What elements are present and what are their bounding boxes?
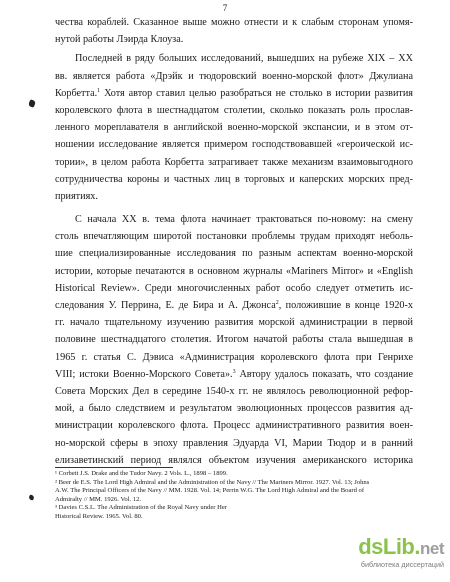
logo-dot: . bbox=[414, 534, 420, 559]
footnote: Admiralty // MM. 1926. Vol. 12. bbox=[55, 495, 142, 503]
text-line: С начала XX в. тема флота начинает трактоваться по-новому: на смену bbox=[75, 214, 413, 226]
page-number: 7 bbox=[222, 3, 228, 13]
text-line: истории, которые печатаются в основном журналы «Mariners Mirror» и «English bbox=[55, 265, 413, 277]
logo-tagline: библиотека диссертаций bbox=[360, 560, 444, 569]
margin-ink-mark bbox=[28, 494, 34, 500]
footnote: A.W. The Principal Officers of the Navy // MM. 1928. Vol. 14; Perrin W.G. The Lord High Admiral and the Board of bbox=[55, 487, 365, 495]
text-line: королевского флота в шестнадцатом столетии, сколько показать роль прослав- bbox=[55, 104, 413, 116]
text-line: елизаветинский период являлся объектом изучения американского историка bbox=[55, 454, 413, 466]
footnote: Historical Review. 1965. Vol. 80. bbox=[55, 512, 143, 520]
text-line: гг. начало тщательному изучению развития морской администрации в первой bbox=[55, 317, 413, 329]
text-line: ношении исследование является примером господствовавшей «героической ис- bbox=[55, 139, 413, 151]
text-segment: VIII; истоки Военно-Морского Совета». bbox=[55, 368, 233, 380]
text-line: Последней в ряду больших исследований, вышедших на рубеже XIX – XX bbox=[75, 53, 413, 65]
text-line: половине шестнадцатого столетия. Итогом начатой работы стала вышедшая в bbox=[55, 334, 413, 346]
text-segment: Автору удалось показать, что создание bbox=[235, 368, 413, 380]
paragraph bbox=[55, 14, 413, 48]
text-line: ленного мореплавателя в английской военно-морской экспансии, и в этом от- bbox=[55, 122, 413, 134]
logo-tld: net bbox=[420, 539, 444, 558]
text-line: приятиях. bbox=[55, 190, 98, 202]
paragraph bbox=[55, 50, 413, 205]
text-line: министрации королевского флота. Процесс административного развития воен- bbox=[55, 420, 413, 432]
text-line: 1965 г. статья С. Дэвиса «Администрация королевского флота при Генрихе bbox=[55, 351, 413, 363]
text-segment: , положившие в конце 1920-х bbox=[278, 300, 413, 311]
text-segment: Хотя автор ставил целью разобраться не столько в истории развития bbox=[100, 87, 413, 99]
text-segment: следования У. Перрина, Е. де Бира и А. Джонса bbox=[55, 300, 276, 311]
dslib-watermark-link[interactable] bbox=[346, 534, 444, 574]
footnote-ref: 3 bbox=[232, 368, 236, 375]
footnote-ref: 2 bbox=[275, 300, 279, 306]
text-segment: Корбетта. bbox=[55, 87, 98, 99]
footnote: ³ Davies C.S.L. The Administration of the Royal Navy under Her bbox=[55, 504, 227, 512]
footnote: ² Beer de E.S. The Lord High Admiral and the Administration of the Navy // The Mariners Mirror. 1927. Vol. 13; Johns bbox=[55, 478, 370, 486]
logo-name: dsLib bbox=[358, 534, 415, 559]
footnote-ref: 1 bbox=[97, 87, 101, 94]
text-line bbox=[55, 366, 413, 383]
text-line: столь впечатляющим широтой постановки проблемы трудам приходят неболь- bbox=[55, 231, 413, 243]
text-line: Historical Review». Среди многочисленных работ особо следует отметить ис- bbox=[55, 282, 413, 294]
dslib-logo bbox=[358, 534, 444, 560]
text-line: шие специализированные исследования по разным аспектам военно-морской bbox=[55, 248, 413, 260]
text-line: Совета Морских Дел в середине 1540-х гг. не являлось революционной рефор- bbox=[55, 385, 413, 397]
text-line: чества кораблей. Сказанное выше можно отнести и к слабым сторонам упомя- bbox=[55, 17, 413, 28]
margin-ink-mark bbox=[28, 99, 36, 108]
text-line: мой, а было следствием и результатом эволюционных процессов развития ад- bbox=[55, 403, 413, 415]
footnote-divider bbox=[55, 467, 173, 468]
text-line: вв. является работа «Дрэйк и тюдоровский военно-морской флот» Джулиана bbox=[55, 70, 413, 82]
footnote: ¹ Corbett J.S. Drake and the Tudor Navy. 2 Vols. L., 1898 – 1899. bbox=[55, 470, 228, 477]
text-line: сотрудничества короны и частных лиц в торговых и каперских морских пред- bbox=[55, 173, 413, 185]
text-line: тории», в целом работа Корбетта затрагивает также механизм взаимовыгодного bbox=[55, 156, 413, 168]
paragraph bbox=[55, 211, 413, 469]
body-text bbox=[55, 14, 413, 469]
text-line bbox=[55, 297, 413, 314]
text-line: но-морской сферы в эпоху правления Эдуарда VI, Марии Тюдор и в ранний bbox=[55, 437, 413, 449]
footnotes bbox=[55, 470, 413, 522]
text-line bbox=[55, 85, 413, 102]
text-line: нутой работы Лэирда Клоуза. bbox=[55, 34, 184, 46]
